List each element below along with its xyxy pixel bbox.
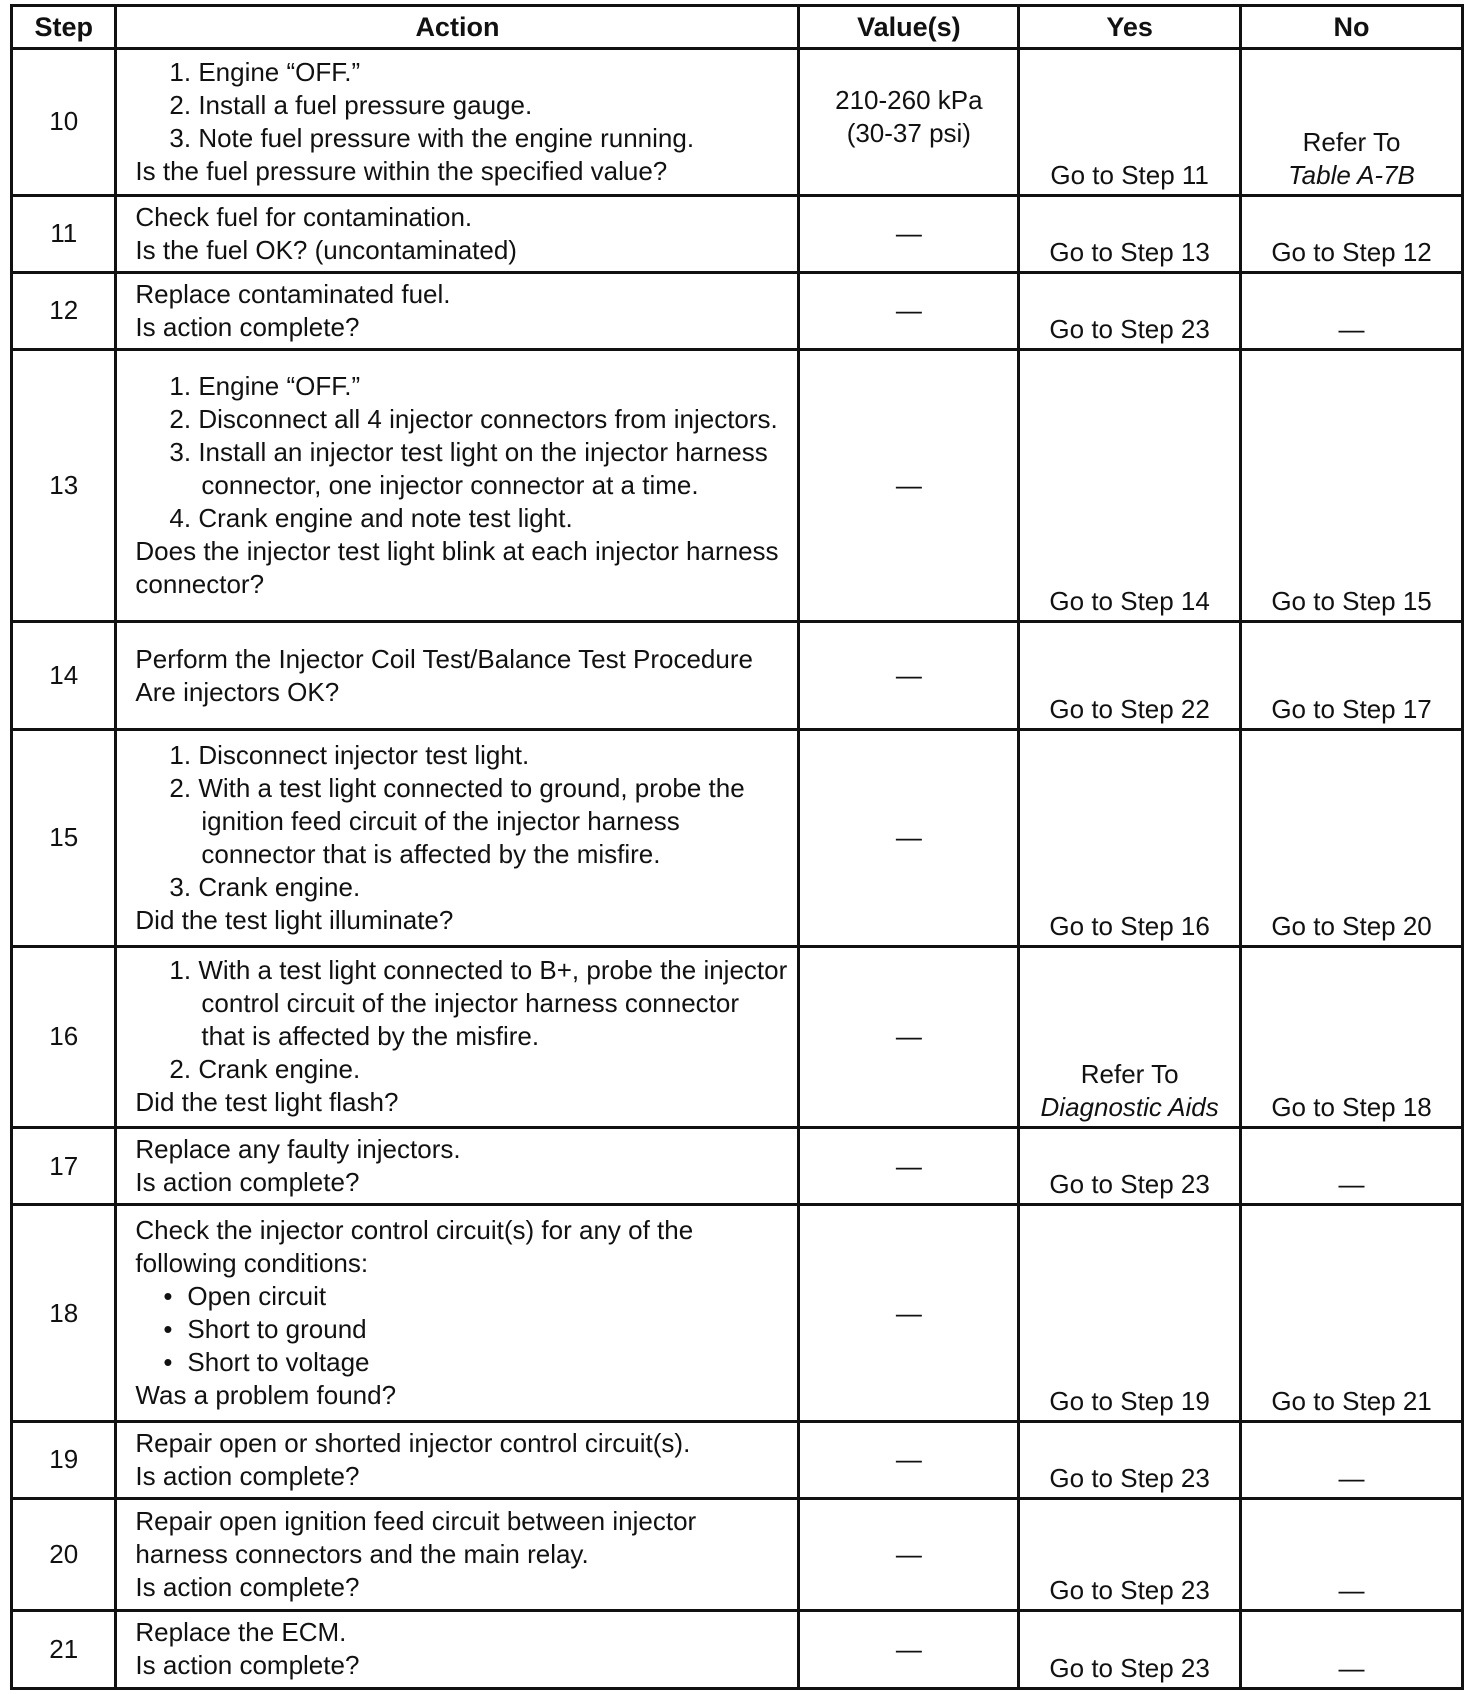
action-step-item: 2. Install a fuel pressure gauge.: [169, 89, 533, 120]
action-step-item: 3. Install an injector test light on the injector harness connector, one injector connector at a time.: [169, 437, 768, 501]
action-step-item: 3. Note fuel pressure with the engine running.: [169, 122, 695, 153]
step-number: 19: [12, 1421, 116, 1498]
yes-cell: [1019, 1610, 1241, 1688]
action-cell: [116, 349, 799, 621]
reference-link-text: Table A-7B: [1288, 159, 1415, 190]
no-cell: [1241, 1128, 1463, 1205]
no-cell: [1241, 1205, 1463, 1421]
values-cell: [799, 1610, 1019, 1688]
goto-step-text: Go to Step 23: [1049, 1653, 1210, 1683]
values-cell: [799, 730, 1019, 946]
action-text: Is action complete?: [135, 1571, 360, 1602]
no-cell: [1241, 49, 1463, 196]
action-cell: [116, 1128, 799, 1205]
values-cell: [799, 195, 1019, 272]
value-dash: —: [895, 660, 922, 691]
action-step-item: 1. Engine “OFF.”: [169, 371, 361, 402]
table-row: [12, 49, 1463, 196]
action-step-item: 2. With a test light connected to ground, probe the ignition feed circuit of the injector harness connector that is affected by the misfire.: [169, 772, 745, 869]
table-row: [12, 1610, 1463, 1688]
goto-step-text: Go to Step 23: [1049, 313, 1210, 344]
header-step: Step: [12, 6, 116, 49]
yes-cell: [1019, 1498, 1241, 1610]
action-text: Does the injector test light blink at each injector harness connector?: [135, 536, 779, 600]
yes-cell: [1019, 946, 1241, 1128]
no-cell: [1241, 1498, 1463, 1610]
table-row: [12, 1498, 1463, 1610]
step-number: 21: [12, 1610, 116, 1688]
header-yes: Yes: [1019, 6, 1241, 49]
table-row: [12, 622, 1463, 730]
refer-to-text: Refer To: [1080, 1059, 1179, 1090]
diagnostic-table: [10, 4, 1464, 1690]
values-cell: [799, 622, 1019, 730]
table-row: [12, 349, 1463, 621]
no-cell: [1241, 1421, 1463, 1498]
values-cell: [799, 1421, 1019, 1498]
action-bullet-item: • Short to voltage: [135, 1346, 789, 1379]
values-cell: [799, 1205, 1019, 1421]
action-text: Replace contaminated fuel.: [135, 278, 451, 309]
action-cell: [116, 195, 799, 272]
values-cell: [799, 1128, 1019, 1205]
goto-step-text: Go to Step 18: [1271, 1092, 1432, 1123]
action-text: Is the fuel OK? (uncontaminated): [135, 234, 517, 265]
values-cell: [799, 946, 1019, 1128]
value-dash: —: [895, 470, 922, 501]
step-number: 12: [12, 272, 116, 349]
value-dash: —: [895, 218, 922, 249]
goto-step-text: Go to Step 17: [1271, 694, 1432, 725]
yes-cell: [1019, 1128, 1241, 1205]
value-dash: —: [895, 1297, 922, 1328]
step-number: 15: [12, 730, 116, 946]
action-cell: [116, 946, 799, 1128]
yes-cell: [1019, 349, 1241, 621]
table-row: [12, 730, 1463, 946]
value-dash: —: [895, 1633, 922, 1664]
yes-cell: [1019, 272, 1241, 349]
goto-step-text: Go to Step 22: [1049, 694, 1210, 725]
table-body: [12, 49, 1463, 1689]
header-no: No: [1241, 6, 1463, 49]
table-row: [12, 1421, 1463, 1498]
no-action-dash: —: [1338, 1169, 1365, 1200]
step-number: 17: [12, 1128, 116, 1205]
action-cell: [116, 730, 799, 946]
action-cell: [116, 622, 799, 730]
yes-cell: [1019, 1421, 1241, 1498]
table-row: [12, 1205, 1463, 1421]
value-text: 210-260 kPa: [835, 85, 983, 115]
no-cell: [1241, 730, 1463, 946]
action-text: Is action complete?: [135, 1167, 360, 1198]
values-cell: [799, 272, 1019, 349]
action-cell: [116, 1498, 799, 1610]
no-cell: [1241, 349, 1463, 621]
step-number: 14: [12, 622, 116, 730]
header-action: Action: [116, 6, 799, 49]
value-dash: —: [895, 1021, 922, 1052]
table-row: [12, 272, 1463, 349]
no-cell: [1241, 1610, 1463, 1688]
action-step-item: 1. Disconnect injector test light.: [169, 739, 530, 770]
action-text: Did the test light illuminate?: [135, 904, 454, 935]
no-action-dash: —: [1338, 1574, 1365, 1605]
action-step-item: 2. Disconnect all 4 injector connectors from injectors.: [169, 404, 778, 435]
step-number: 11: [12, 195, 116, 272]
action-text: Are injectors OK?: [135, 676, 340, 707]
action-text: Replace any faulty injectors.: [135, 1134, 461, 1165]
step-number: 18: [12, 1205, 116, 1421]
goto-step-text: Go to Step 14: [1049, 586, 1210, 617]
table-row: [12, 1128, 1463, 1205]
header-values: Value(s): [799, 6, 1019, 49]
action-text: Is action complete?: [135, 311, 360, 342]
action-cell: [116, 1610, 799, 1688]
no-cell: [1241, 622, 1463, 730]
no-cell: [1241, 946, 1463, 1128]
action-text: Is the fuel pressure within the specified value?: [135, 155, 668, 186]
goto-step-text: Go to Step 16: [1049, 910, 1210, 941]
action-text: Is action complete?: [135, 1460, 360, 1491]
no-action-dash: —: [1338, 1653, 1365, 1683]
no-action-dash: —: [1338, 313, 1365, 344]
value-dash: —: [895, 822, 922, 853]
values-cell: [799, 1498, 1019, 1610]
step-number: 16: [12, 946, 116, 1128]
goto-step-text: Go to Step 13: [1049, 236, 1210, 267]
value-dash: —: [895, 1444, 922, 1475]
no-action-dash: —: [1338, 1462, 1365, 1493]
values-cell: [799, 49, 1019, 196]
action-text: Repair open ignition feed circuit between injector harness connectors and the main relay.: [135, 1505, 697, 1569]
goto-step-text: Go to Step 20: [1271, 910, 1432, 941]
refer-to-text: Refer To: [1302, 126, 1401, 157]
action-cell: [116, 1205, 799, 1421]
goto-step-text: Go to Step 23: [1049, 1574, 1210, 1605]
action-text: Was a problem found?: [135, 1380, 397, 1410]
goto-step-text: Go to Step 23: [1049, 1462, 1210, 1493]
yes-cell: [1019, 1205, 1241, 1421]
goto-step-text: Go to Step 23: [1049, 1169, 1210, 1200]
action-step-item: 3. Crank engine.: [169, 871, 361, 902]
table-row: [12, 946, 1463, 1128]
yes-cell: [1019, 622, 1241, 730]
action-text: Perform the Injector Coil Test/Balance Test Procedure: [135, 643, 753, 674]
action-text: Did the test light flash?: [135, 1087, 399, 1118]
step-number: 13: [12, 349, 116, 621]
action-cell: [116, 1421, 799, 1498]
reference-link-text: Diagnostic Aids: [1040, 1092, 1219, 1123]
no-cell: [1241, 272, 1463, 349]
value-dash: —: [895, 1150, 922, 1181]
step-number: 20: [12, 1498, 116, 1610]
action-step-item: 4. Crank engine and note test light.: [169, 503, 573, 534]
goto-step-text: Go to Step 15: [1271, 586, 1432, 617]
action-text: Repair open or shorted injector control circuit(s).: [135, 1427, 691, 1458]
value-text: (30-37 psi): [846, 118, 971, 148]
action-text: Replace the ECM.: [135, 1617, 347, 1648]
value-dash: —: [895, 1538, 922, 1569]
action-step-item: 1. Engine “OFF.”: [169, 56, 361, 87]
action-text: Check the injector control circuit(s) for any of the following conditions:: [135, 1215, 694, 1278]
goto-step-text: Go to Step 21: [1271, 1385, 1432, 1416]
value-dash: —: [895, 295, 922, 326]
goto-step-text: Go to Step 19: [1049, 1385, 1210, 1416]
table-row: [12, 195, 1463, 272]
no-cell: [1241, 195, 1463, 272]
goto-step-text: Go to Step 11: [1050, 159, 1209, 190]
action-step-item: 1. With a test light connected to B+, probe the injector control circuit of the injector harness connector that is affected by the misfire.: [169, 955, 788, 1052]
action-step-item: 2. Crank engine.: [169, 1054, 361, 1085]
action-text: Check fuel for contamination.: [135, 201, 473, 232]
values-cell: [799, 349, 1019, 621]
yes-cell: [1019, 730, 1241, 946]
yes-cell: [1019, 49, 1241, 196]
action-cell: [116, 49, 799, 196]
action-bullet-item: • Short to ground: [135, 1313, 789, 1346]
action-text: Is action complete?: [135, 1650, 360, 1681]
action-bullet-item: • Open circuit: [135, 1280, 789, 1313]
goto-step-text: Go to Step 12: [1271, 236, 1432, 267]
action-cell: [116, 272, 799, 349]
table-header-row: [12, 6, 1463, 49]
step-number: 10: [12, 49, 116, 196]
yes-cell: [1019, 195, 1241, 272]
